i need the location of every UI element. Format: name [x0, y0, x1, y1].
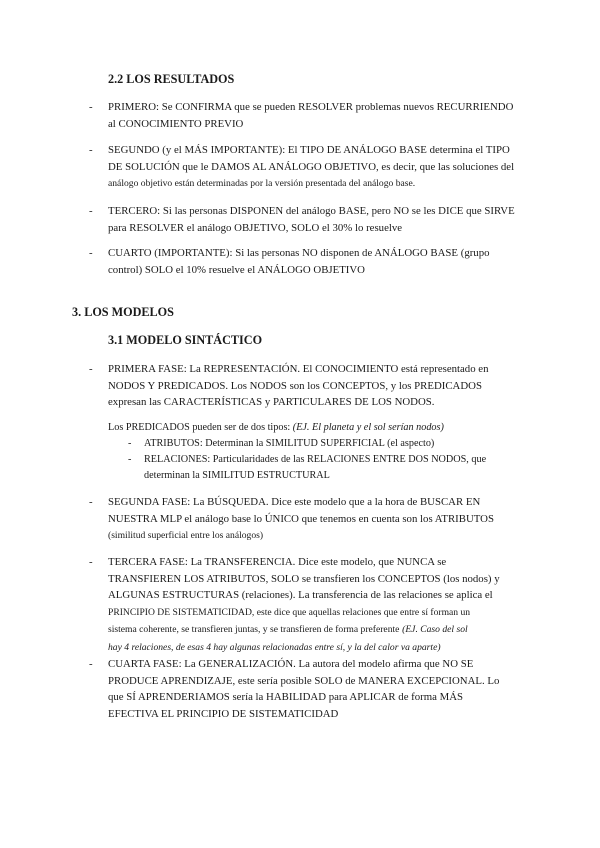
predicado-relaciones: RELACIONES: Particularidades de las RELACIONES ENTRE DOS NODOS, que determinan la SIMILITUD ESTRUCTURAL [144, 454, 487, 481]
heading-2-2: 2.2 LOS RESULTADOS [108, 72, 235, 86]
fase-tercera: TERCERA FASE: La TRANSFERENCIA. Dice este modelo, que NUNCA se TRANSFIEREN LOS ATRIBUTOS, SOLO se transfieren los CONCEPTOS (los nodos) y ALGUNAS ESTRUCTURAS (relaciones). La transferencia de las relaciones se aplica el PRINCIPIO DE SISTEMATICIDAD, este dice que aquellas relaciones que entre sí forman un sistema coherente, se transfieren juntas, y se transfieren de forma preferente (EJ. Caso del sol hay 4 relaciones, de esas 4 hay algunas relacionadas entre sí, y la del calor va aparte) [108, 556, 500, 653]
predicado-atributos: ATRIBUTOS: Determinan la SIMILITUD SUPERFICIAL (el aspecto) [144, 438, 435, 449]
heading-3: 3. LOS MODELOS [72, 305, 174, 319]
list-dash: - [128, 438, 132, 449]
list-dash: - [89, 658, 93, 670]
result-item-segundo: SEGUNDO (y el MÁS IMPORTANTE): El TIPO DE ANÁLOGO BASE determina el TIPO DE SOLUCIÓN que le DAMOS AL ANÁLOGO OBJETIVO, es decir, que las soluciones del análogo objetivo están determinadas por la versión presentada del análogo base. [108, 144, 515, 189]
list-dash: - [89, 556, 93, 568]
list-dash: - [89, 144, 93, 156]
result-item-tercero: TERCERO: Si las personas DISPONEN del análogo BASE, pero NO se les DICE que SIRVE para RESOLVER el análogo OBJETIVO, SOLO el 30% lo resuelve [108, 205, 515, 234]
list-dash: - [89, 247, 93, 259]
fase-segunda: SEGUNDA FASE: La BÚSQUEDA. Dice este modelo que a la hora de BUSCAR EN NUESTRA MLP el análogo base lo ÚNICO que tenemos en cuenta son los ATRIBUTOS (similitud superficial entre los análogos) [108, 496, 494, 541]
heading-3-1: 3.1 MODELO SINTÁCTICO [108, 333, 263, 347]
list-dash: - [128, 454, 132, 465]
list-dash: - [89, 363, 93, 375]
result-item-primero: PRIMERO: Se CONFIRMA que se pueden RESOLVER problemas nuevos RECURRIENDO al CONOCIMIENTO PREVIO [108, 101, 514, 130]
predicados-intro: Los PREDICADOS pueden ser de dos tipos: (EJ. El planeta y el sol serían nodos) [108, 422, 444, 433]
list-dash: - [89, 101, 93, 113]
result-item-cuarto: CUARTO (IMPORTANTE): Si las personas NO disponen de ANÁLOGO BASE (grupo control) SOLO el 10% resuelve el ANÁLOGO OBJETIVO [108, 247, 490, 276]
list-dash: - [89, 496, 93, 508]
list-dash: - [89, 205, 93, 217]
fase-primera: PRIMERA FASE: La REPRESENTACIÓN. El CONOCIMIENTO está representado en NODOS Y PREDICADOS. Los NODOS son los CONCEPTOS, y los PREDICADOS expresan las CARACTERÍSTICAS y PARTICULARES DE LOS NODOS. [108, 363, 489, 408]
fase-cuarta: CUARTA FASE: La GENERALIZACIÓN. La autora del modelo afirma que NO SE PRODUCE APRENDIZAJE, este sería posible SOLO de MANERA EXCEPCIONAL. Lo que SÍ APRENDERIAMOS sería la HABILIDAD para APLICAR de forma MÁS EFECTIVA EL PRINCIPIO DE SISTEMATICIDAD [108, 658, 500, 720]
